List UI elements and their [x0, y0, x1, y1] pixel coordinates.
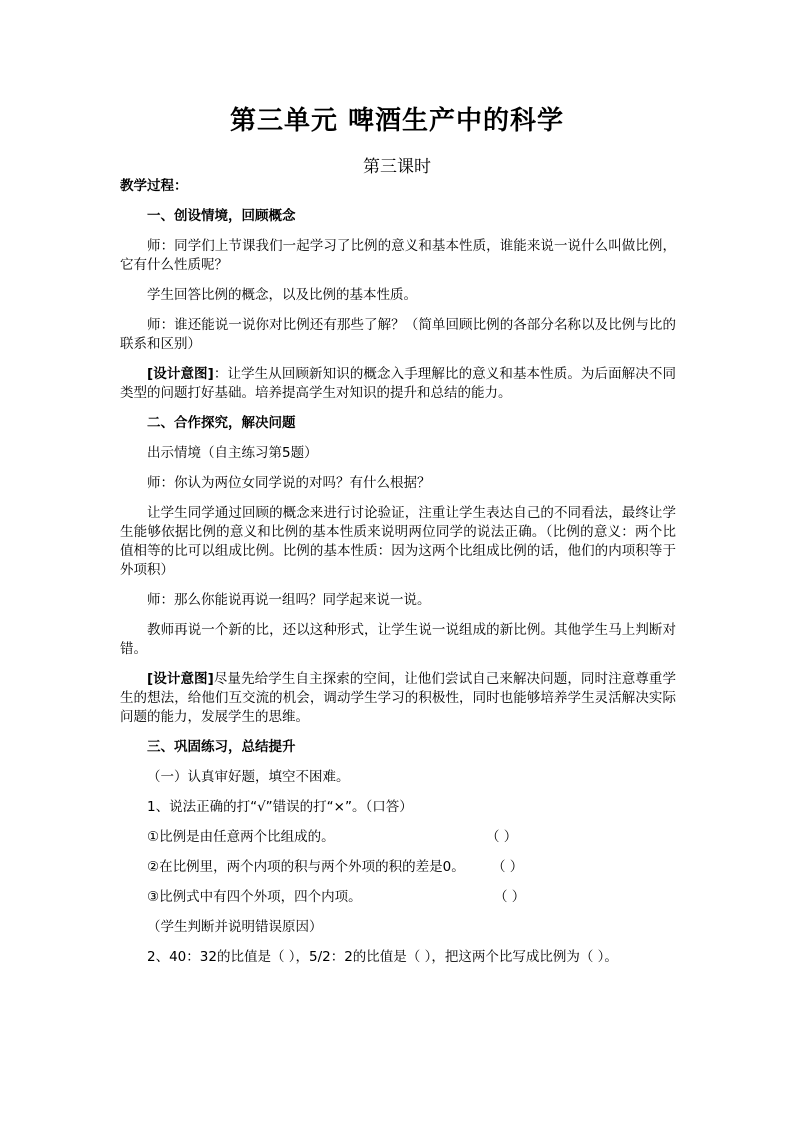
- section-3-subheading: （一）认真审好题，填空不困难。: [147, 769, 350, 785]
- question-2: 2、40：32的比值是（ ），5/2：2的比值是（ ），把这两个比写成比例为（ ）。: [147, 949, 618, 965]
- section-2-heading: 二、合作探究，解决问题: [147, 415, 296, 431]
- statement-text: ①比例是由任意两个比组成的。: [147, 829, 335, 845]
- design-intent-text: 尽量先给学生自主探索的空间，让他们尝试自己来解决问题，同时注意尊重学生的想法，给他们互交流的机会，调动学生学习的积极性，同时也能够培养学生灵活解决实际问题的能力，发展学生的思维。: [120, 671, 676, 725]
- judgement-blank: （ ）: [486, 829, 518, 845]
- section-1-paragraph-3: 师：谁还能说一说你对比例还有那些了解？（简单回顾比例的各部分名称以及比例与比的联系和区别）: [120, 317, 676, 352]
- judgement-blank: （ ）: [492, 859, 524, 875]
- design-intent-label: [设计意图]: [147, 366, 214, 382]
- statement-1: [120, 828, 676, 847]
- document-title: 第三单元 啤酒生产中的科学: [229, 106, 565, 136]
- section-1-heading: 一、创设情境，回顾概念: [147, 208, 296, 224]
- section-2-paragraph-4: 师：那么你能说再说一组吗？同学起来说一说。: [147, 592, 431, 608]
- section-1-design-intent: [120, 365, 676, 403]
- design-intent-label: [设计意图]: [147, 671, 214, 687]
- statement-2: [120, 858, 676, 877]
- document-body: [120, 177, 676, 978]
- section-2-paragraph-5: 教师再说一个新的比，还以这种形式，让学生说一说组成的新比例。其他学生马上判断对错。: [120, 622, 676, 657]
- statement-text: ②在比例里，两个内项的积与两个外项的积的差是0。: [147, 859, 465, 875]
- design-intent-text: ：让学生从回顾新知识的概念入手理解比的意义和基本性质。为后面解决不同类型的问题打好基础。培养提高学生对知识的提升和总结的能力。: [120, 366, 676, 401]
- section-2-paragraph-2: 师：你认为两位女同学说的对吗？有什么根据？: [147, 475, 431, 491]
- section-2-paragraph-3: 让学生同学通过回顾的概念来进行讨论验证，注重让学生表达自己的不同看法，最终让学生能够依据比例的意义和比例的基本性质来说明两位同学的说法正确。（比例的意义：两个比值相等的比可以组成比例。比例的基本性质：因为这两个比组成比例的话，他们的内项积等于外项积）: [120, 505, 676, 578]
- section-1-paragraph-1: 师：同学们上节课我们一起学习了比例的意义和基本性质，谁能来说一说什么叫做比例，它有什么性质呢？: [120, 238, 676, 273]
- judgement-blank: （ ）: [494, 889, 526, 905]
- document-subtitle: 第三课时: [363, 157, 431, 177]
- section-3-heading: 三、巩固练习，总结提升: [147, 739, 296, 755]
- section-1-paragraph-2: 学生回答比例的概念，以及比例的基本性质。: [147, 287, 417, 303]
- statement-3: [120, 888, 676, 907]
- question-1: 1、说法正确的打“√”错误的打“×”。（口答）: [147, 799, 413, 815]
- statement-text: ③比例式中有四个外项，四个内项。: [147, 889, 362, 905]
- teaching-process-label: 教学过程：: [120, 178, 188, 194]
- section-2-paragraph-1: 出示情境（自主练习第5题）: [147, 445, 318, 461]
- section-2-design-intent: [120, 670, 676, 727]
- judgement-note: （学生判断并说明错误原因）: [147, 919, 323, 935]
